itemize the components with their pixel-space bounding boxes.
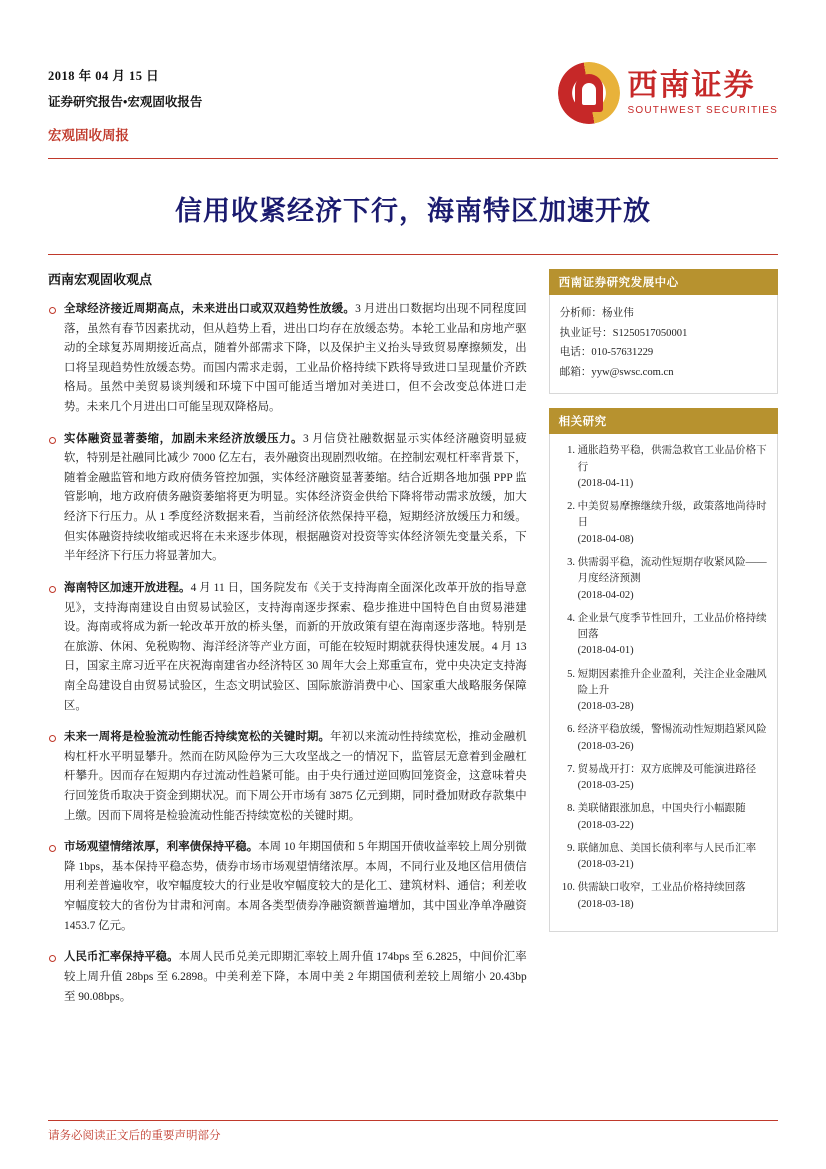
list-item[interactable] [578,443,767,492]
list-item [48,300,527,418]
related-date: (2018-03-25) [577,780,634,792]
footer-divider [48,1120,778,1121]
contact-box-body [549,295,778,394]
report-date: 2018 年 04 月 15 日 [48,69,160,83]
company-logo-icon [558,62,620,124]
contact-box [549,269,778,394]
header-left [48,56,202,144]
contact-box-title: 西南证券研究发展中心 [549,269,778,295]
related-research-box [549,408,778,932]
list-item[interactable] [578,499,767,548]
point-text: 4 月 11 日，国务院发布《关于支持海南全面深化改革开放的指导意见》，支持海南建设自由贸易试验区，支持海南逐步探索、稳步推进中国特色自由贸易港建设。海南或将成为新一轮改革开放的桥头堡，而新的开放政策有望在海南逐步落地。特别是在旅游、休闲、免税购物、海洋经济等产业方面，可能在较短时期就获得快速发展。4 月 13 日，国家主席习近平在庆祝海南建省办经济特区 30 周年大会上郑重宣布，党中央决定支持海南全岛建设自由贸易试验区，生态文明试验区、国际旅游消费中心、国家重大战略服务保障区。 [64,581,527,712]
viewpoint-list [48,300,527,1007]
related-title: 经济平稳放缓，警惕流动性短期趋紧风险 [577,724,767,736]
related-title: 贸易战开打：双方底牌及可能演进路径 [577,763,757,775]
page-footer [48,1120,778,1143]
related-title: 中美贸易摩擦继续升级，政策落地尚待时日 [577,501,767,529]
point-text: 3 月进出口数据均出现不同程度回落，虽然有春节因素扰动，但从趋势上看，进出口均存在放缓态势。本轮工业品和房地产驱动的全球复苏周期接近高点，随着外部需求下降，以及保护主义抬头导致贸易摩擦频发，出口将呈现趋势性放缓态势。而国内需求走弱，工业品价格持续下跌将导致进口呈现量价齐跌格局。虽然中美贸易谈判缓和环境下中国可能适当增加对美进口，但不会改变总体进口走势。未来几个月进出口可能呈现双降格局。 [64,303,527,414]
list-item[interactable] [578,555,767,604]
related-research-title: 相关研究 [549,408,778,434]
point-text: 年初以来流动性持续宽松，推动金融机构杠杆水平明显攀升。然而在防风险停为三大攻坚战之一的情况下，监管层无意着到金融杠杆攀升。因而存在短期内存过流动性趋紧可能。由于央行通过逆回购回笼资金，这意味着央行回笼货币取决于资金到期状况。而下周公开市场有 3875 亿元到期，同时叠加财政存款集中上缴。因而下周将是检验流动性能否持续宽松的关键时期。 [64,731,527,822]
disclaimer-text: 请务必阅读正文后的重要声明部分 [48,1130,221,1142]
list-item [48,838,527,936]
related-date: (2018-04-01) [577,645,634,657]
logo-text-cn: 西南证券 [627,68,756,102]
related-date: (2018-03-26) [577,740,634,752]
list-item [48,728,527,826]
related-title: 企业景气度季节性回升，工业品价格持续回落 [577,612,767,641]
report-type: 宏观固收周报 [48,128,129,143]
point-lead: 实体融资显著萎缩，加剧未来经济放缓压力。 [64,432,303,445]
related-title: 短期因素推升企业盈利，关注企业金融风险上升 [577,668,767,696]
related-date: (2018-04-11) [577,477,634,489]
related-research-list [560,443,767,913]
list-item[interactable] [578,841,767,874]
main-column [48,269,527,1019]
related-title: 供需缺口收窄，工业品价格持续回落 [577,882,746,894]
related-date: (2018-04-02) [577,589,634,601]
analyst-phone: 电话：010-57631229 [559,347,654,359]
point-lead: 人民币汇率保持平稳。 [64,951,179,964]
analyst-name: 分析师：杨业伟 [559,308,634,319]
list-item[interactable] [578,611,767,660]
page-header [48,56,778,152]
page-body [48,255,778,1019]
related-date: (2018-04-08) [577,533,634,545]
list-item[interactable] [578,762,767,795]
point-text: 本周人民币兑美元即期汇率较上周升值 174bps 至 6.2825，中间价汇率较上周升值 28bps 至 6.2898。中美利差下降，本周中美 2 年期国债利差较上周缩小 20.43bp 至 90.08bps。 [64,951,527,1003]
point-text: 3 月信贷社融数据显示实体经济融资明显疲软，特别是社融同比减少 7000 亿左右，表外融资出现剧烈收缩。在控制宏观杠杆率背景下，随着金融监管和地方政府债务管控加强，实体经济融资显著萎缩。结合近期各地加强 PPP 监管影响，地方政府债务融资萎缩将更为明显。实体经济资金供给下降将带动需求放缓，加大经济下行压力。从 1 季度经济数据来看，当前经济依然保持平稳，短期经济放缓压力和缓。但实体融资持续收缩或迟将在未来逐步体现，根据融资对投资等实体经济领先变量关系，下半年经济下行压力将显著加大。 [64,432,527,563]
point-lead: 海南特区加速开放进程。 [64,581,191,594]
point-lead: 未来一周将是检验流动性能否持续宽松的关键时期。 [64,731,331,744]
list-item[interactable] [578,667,767,716]
related-research-body [549,434,778,932]
logo-text-en: SOUTHWEST SECURITIES [627,105,778,117]
section-heading: 西南宏观固收观点 [48,272,153,287]
related-title: 美联储跟涨加息，中国央行小幅跟随 [577,803,746,815]
brand-logo [558,56,779,124]
related-title: 通胀趋势平稳，供需急救官工业品价格下行 [577,445,767,473]
point-lead: 全球经济接近周期高点，未来进出口或双双趋势性放缓。 [64,303,356,315]
page-title: 信用收紧经济下行，海南特区加速开放 [175,196,651,226]
list-item [48,579,527,716]
report-category: 证券研究报告•宏观固收报告 [48,95,203,109]
related-date: (2018-03-18) [577,898,634,910]
related-date: (2018-03-22) [577,819,634,831]
analyst-license: 执业证号：S1250517050001 [559,327,688,339]
point-lead: 市场观望情绪浓厚，利率债保持平稳。 [64,841,259,854]
list-item[interactable] [578,722,767,755]
list-item[interactable] [578,801,767,834]
list-item [48,430,527,567]
point-text: 本周 10 年期国债和 5 年期国开债收益率较上周分别微降 1bps，基本保持平稳态势，债券市场市场观望情绪浓厚。本周，不同行业及地区信用债信用利差普遍收窄，收窄幅度较大的行业是收窄幅度较大的是化工、建筑材料、通信；利差收窄幅度较大的省份为甘肃和河南。本周各类型债券净融资额普遍增加，其中国业净单净融资 1453.7 亿元。 [64,841,527,932]
sidebar [549,269,778,1019]
list-item[interactable] [578,880,767,913]
related-title: 供需弱平稳，流动性短期存收紧风险——月度经济预测 [577,556,767,585]
related-date: (2018-03-28) [577,701,634,713]
related-date: (2018-03-21) [577,859,634,871]
related-title: 联储加息、美国长债利率与人民币汇率 [577,842,757,854]
list-item [48,948,527,1007]
analyst-email: 邮箱：yyw@swsc.com.cn [559,366,674,378]
